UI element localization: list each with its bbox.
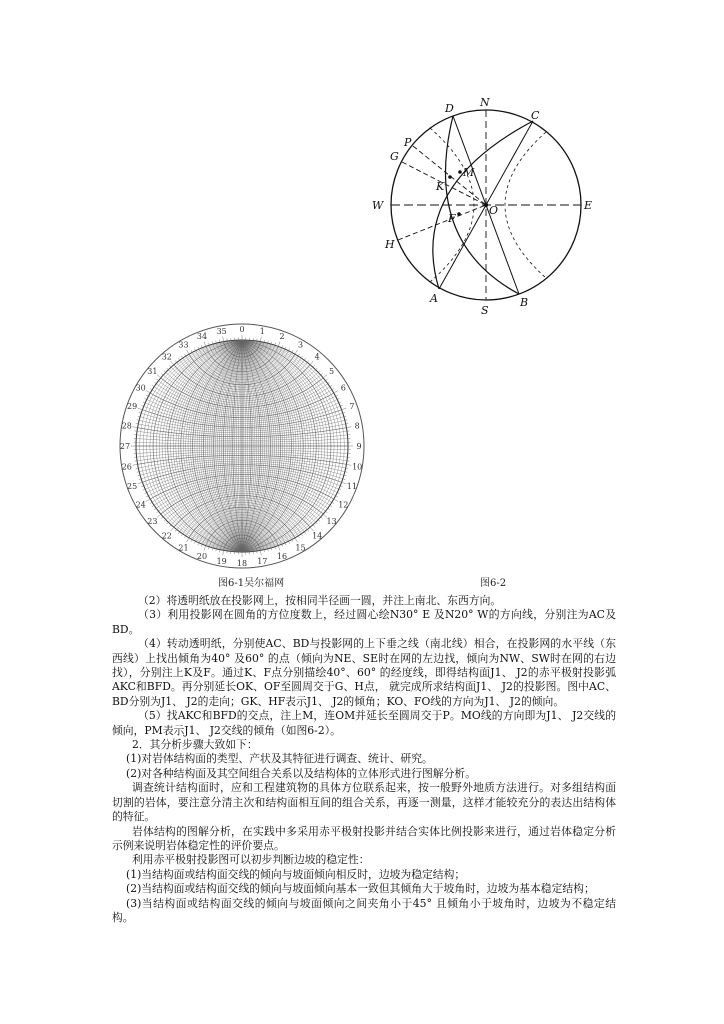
ring-tick (310, 527, 313, 531)
great-circle (112, 318, 276, 576)
net-tick-label: 21 (178, 543, 189, 553)
ring-tick (150, 389, 152, 390)
ring-tick (342, 408, 347, 410)
ring-tick (157, 511, 159, 513)
ring-tick (169, 365, 171, 367)
net-tick-label: 10 (352, 462, 363, 472)
ring-tick (339, 402, 341, 403)
label-h: H (385, 238, 395, 251)
ring-tick (157, 375, 161, 378)
net-tick-label: 29 (127, 402, 138, 411)
net-tick-label: 20 (196, 551, 208, 561)
net-tick-label: 34 (196, 332, 208, 342)
label-c: C (531, 109, 540, 122)
ring-tick (316, 522, 318, 524)
point-m (458, 170, 462, 174)
paragraph: (3)当结构面或结构面交线的倾向与坡面倾向之间夹角小于45° 且倾角小于坡角时，边坡为不稳定结构。 (112, 896, 616, 924)
ring-tick (298, 354, 299, 356)
ring-tick (260, 550, 261, 555)
ring-tick (144, 492, 146, 493)
ring-tick (307, 361, 309, 363)
great-circle (112, 318, 246, 576)
ring-tick (278, 546, 280, 551)
label-g: G (390, 150, 399, 163)
ring-tick (285, 543, 286, 545)
net-tick-label: 14 (312, 531, 323, 541)
ring-tick (307, 530, 309, 532)
ring-tick (223, 337, 224, 342)
ring-tick (161, 517, 163, 519)
ring-tick (288, 541, 289, 543)
label-w: W (372, 199, 384, 212)
label-m: M (463, 166, 475, 179)
ring-tick (187, 538, 190, 542)
ring-tick (187, 350, 190, 354)
ring-tick (336, 395, 338, 396)
ring-tick (154, 508, 156, 509)
ring-tick (344, 475, 346, 476)
net-tick-label: 23 (147, 517, 158, 527)
net-tick-label: 3 (297, 340, 304, 350)
ring-tick (194, 541, 195, 543)
ring-tick (178, 358, 179, 360)
ring-tick (330, 385, 332, 386)
ring-tick (164, 371, 166, 373)
ring-tick (185, 536, 186, 538)
ring-tick (342, 482, 347, 484)
ring-tick (288, 348, 289, 350)
ring-tick (133, 427, 138, 428)
ring-tick (271, 548, 272, 550)
ring-tick (198, 543, 199, 545)
ring-tick (152, 505, 154, 506)
ring-tick (304, 532, 305, 534)
paragraph: （2）将透明纸放在投影网上，按相同半径画一圆，并注上南北、东西方向。 (138, 594, 502, 607)
figure-6-2-caption: 图6-2 (480, 578, 507, 589)
ring-tick (185, 354, 186, 356)
label-k: K (436, 180, 445, 193)
paragraph: 岩体结构的图解分析，在实践中多采用赤平极射投影并结合实体比例投影来进行，通过岩体稳定分析示例来说明岩体稳定性的评价要点。 (112, 824, 616, 852)
ring-tick (146, 496, 148, 497)
ring-tick (292, 350, 293, 352)
paragraph: （3）利用投影网在圆角的方位度数上，经过圆心绘N30° E 及N20° W的方向线，分别注为AC及BD。 (112, 608, 616, 636)
figure-6-2-projection (368, 92, 604, 318)
net-tick-label: 30 (135, 383, 146, 393)
net-tick-label: 12 (338, 500, 349, 510)
paragraph: (1)当结构面或结构面交线的倾向与坡面倾向相反时，边坡为稳定结构； (126, 867, 466, 881)
net-tick-label: 13 (326, 517, 337, 527)
ring-tick (313, 365, 315, 367)
ring-tick (337, 398, 339, 399)
ring-tick (336, 496, 338, 497)
net-tick-label: 17 (257, 557, 268, 567)
paragraph: 利用赤平极射投影图可以初步判断边坡的稳定性： (132, 853, 370, 867)
ring-tick (313, 525, 315, 527)
ring-tick (161, 373, 163, 375)
ring-tick (167, 368, 169, 370)
ring-tick (138, 416, 140, 417)
ring-tick (191, 540, 192, 542)
paragraph: 调查统计结构面时，应和工程建筑物的具体方位联系起来，按一般野外地质方法进行。对多组结构面切割的岩体，要注意分清主次和结构面相互间的组合关系，再逐一测量，这样才能较充分的表达出结构体的特征。 (112, 781, 616, 824)
ring-tick (138, 482, 143, 484)
ring-tick (301, 534, 302, 536)
ring-tick (169, 525, 171, 527)
ring-tick (143, 489, 145, 490)
line-hf (398, 205, 486, 240)
ring-tick (143, 402, 145, 403)
ring-tick (285, 347, 286, 349)
net-tick-label: 24 (135, 500, 146, 510)
label-o: O (489, 204, 499, 217)
paragraph: （4）转动透明纸，分别使AC、BD与投影网的上下垂之线（南北线）相合，在投影网的水平线（东西线）上找出倾角为40° 及60° 的点（倾向为NE、SE时在网的左边找，倾向为NW、SW时在网的右边找），分别注上K及F。通过K、F点分别描绘40°、60° 的经度线，即得结构面J1、 J2的赤平极射投影弧AKC和BFD。再分别延长OK、OF至圆周交于G、H点， 就完成所求结构面J1、 J2的投影图。图中AC、BD分别为J1、 J2的走向；GK、HF表示J1、 J2的倾角；KO、FO线的方向为J1、 J2的倾向。 (112, 637, 616, 708)
ring-tick (175, 530, 177, 532)
paragraph: (2)对各种结构面及其空间组合关系以及结构体的立体形式进行图解分析。 (126, 766, 476, 780)
net-tick-label: 11 (346, 482, 357, 491)
ring-tick (316, 368, 318, 370)
ring-tick (164, 520, 166, 522)
ring-tick (171, 527, 174, 531)
ring-tick (194, 348, 195, 350)
net-tick-label: 16 (276, 551, 288, 561)
ring-tick (337, 492, 339, 493)
paragraph: （5）找AKC和BFD的交点，注上M，连OM并延长至圆周交于P。MO线的方向即为J1、 J2交线的倾向，PM表示J1、 J2交线的倾角（如图6-2）。 (112, 709, 616, 737)
net-tick-label: 32 (161, 352, 172, 362)
ring-tick (326, 511, 328, 513)
net-tick-label: 1 (259, 326, 265, 336)
ring-tick (278, 342, 280, 347)
label-n: N (480, 96, 490, 109)
paragraph: (1)对岩体结构面的类型、产状及其特征进行调查、统计、研究。 (126, 752, 433, 766)
ring-tick (175, 361, 177, 363)
net-tick-label: 35 (216, 326, 227, 336)
label-d: D (445, 102, 454, 115)
figure-6-1-wulff-net (112, 318, 372, 576)
ring-tick (321, 517, 323, 519)
label-f: F (448, 212, 456, 225)
ring-tick (334, 391, 338, 394)
label-s: S (481, 304, 489, 317)
ring-tick (167, 522, 169, 524)
ring-tick (150, 502, 152, 503)
ring-tick (344, 416, 346, 417)
ring-tick (144, 398, 146, 399)
ring-tick (178, 532, 179, 534)
ring-tick (223, 550, 224, 555)
net-tick-label: 0 (239, 325, 245, 334)
ring-tick (318, 371, 320, 373)
ring-tick (133, 464, 138, 465)
ring-tick (212, 342, 213, 344)
ring-tick (339, 489, 341, 490)
ring-tick (157, 379, 159, 381)
net-tick-label: 26 (121, 462, 132, 472)
net-tick-label: 9 (356, 442, 362, 451)
ring-tick (198, 347, 199, 349)
point-f (457, 212, 461, 216)
ring-tick (332, 502, 334, 503)
ring-tick (146, 499, 150, 502)
center-point-o (484, 203, 488, 207)
point-k (448, 175, 452, 179)
net-tick-label: 19 (216, 557, 227, 567)
ring-tick (301, 356, 302, 358)
ring-tick (292, 540, 293, 542)
net-tick-label: 22 (161, 531, 172, 541)
net-tick-label: 28 (121, 421, 132, 431)
ring-tick (138, 475, 140, 476)
great-circle (208, 318, 372, 576)
ring-tick (260, 337, 261, 342)
ring-tick (332, 389, 334, 390)
net-tick-label: 18 (236, 559, 248, 568)
body-text (112, 594, 616, 925)
ring-tick (328, 382, 330, 383)
great-circle (238, 318, 372, 576)
net-tick-label: 31 (147, 366, 158, 376)
net-tick-label: 2 (279, 332, 285, 342)
ring-tick (298, 536, 299, 538)
ring-tick (318, 520, 320, 522)
net-tick-label: 4 (314, 352, 320, 362)
ring-tick (154, 382, 156, 383)
ring-tick (346, 427, 351, 428)
ring-tick (271, 342, 272, 344)
ring-tick (304, 358, 305, 360)
net-tick-label: 8 (354, 421, 360, 431)
ring-tick (146, 395, 148, 396)
ring-tick (330, 505, 332, 506)
figure-6-1-caption: 图6-1吴尔福网 (218, 578, 285, 589)
ring-tick (204, 342, 206, 347)
ring-tick (181, 534, 182, 536)
ring-tick (310, 361, 313, 365)
label-p: P (404, 136, 412, 149)
ring-tick (295, 538, 298, 542)
ring-tick (191, 350, 192, 352)
net-tick-label: 33 (178, 340, 189, 350)
ring-tick (295, 350, 298, 354)
net-tick-label: 25 (127, 482, 138, 491)
ring-tick (204, 546, 206, 551)
section-heading: 2．其分析步骤大致如下： (132, 738, 258, 752)
ring-tick (328, 508, 330, 509)
label-a: A (430, 292, 438, 305)
ring-tick (346, 464, 351, 465)
ring-tick (212, 548, 213, 550)
ring-tick (323, 375, 327, 378)
ring-tick (138, 408, 143, 410)
net-tick-label: 6 (340, 383, 346, 393)
net-tick-label: 7 (349, 402, 355, 411)
ring-tick (171, 361, 174, 365)
net-tick-label: 27 (119, 442, 131, 451)
ring-tick (326, 379, 328, 381)
ring-tick (146, 391, 150, 394)
net-tick-label: 15 (295, 543, 306, 553)
ring-tick (152, 385, 154, 386)
ring-tick (321, 373, 323, 375)
label-e: E (584, 199, 593, 212)
net-tick-label: 5 (329, 366, 335, 376)
ring-tick (157, 514, 161, 517)
ring-tick (181, 356, 182, 358)
net-grid (112, 318, 372, 576)
paragraph: (2)当结构面或结构面交线的倾向与坡面倾向基本一致但其倾角大于坡角时，边坡为基本稳定结构； (126, 882, 595, 896)
label-b: B (520, 296, 529, 309)
